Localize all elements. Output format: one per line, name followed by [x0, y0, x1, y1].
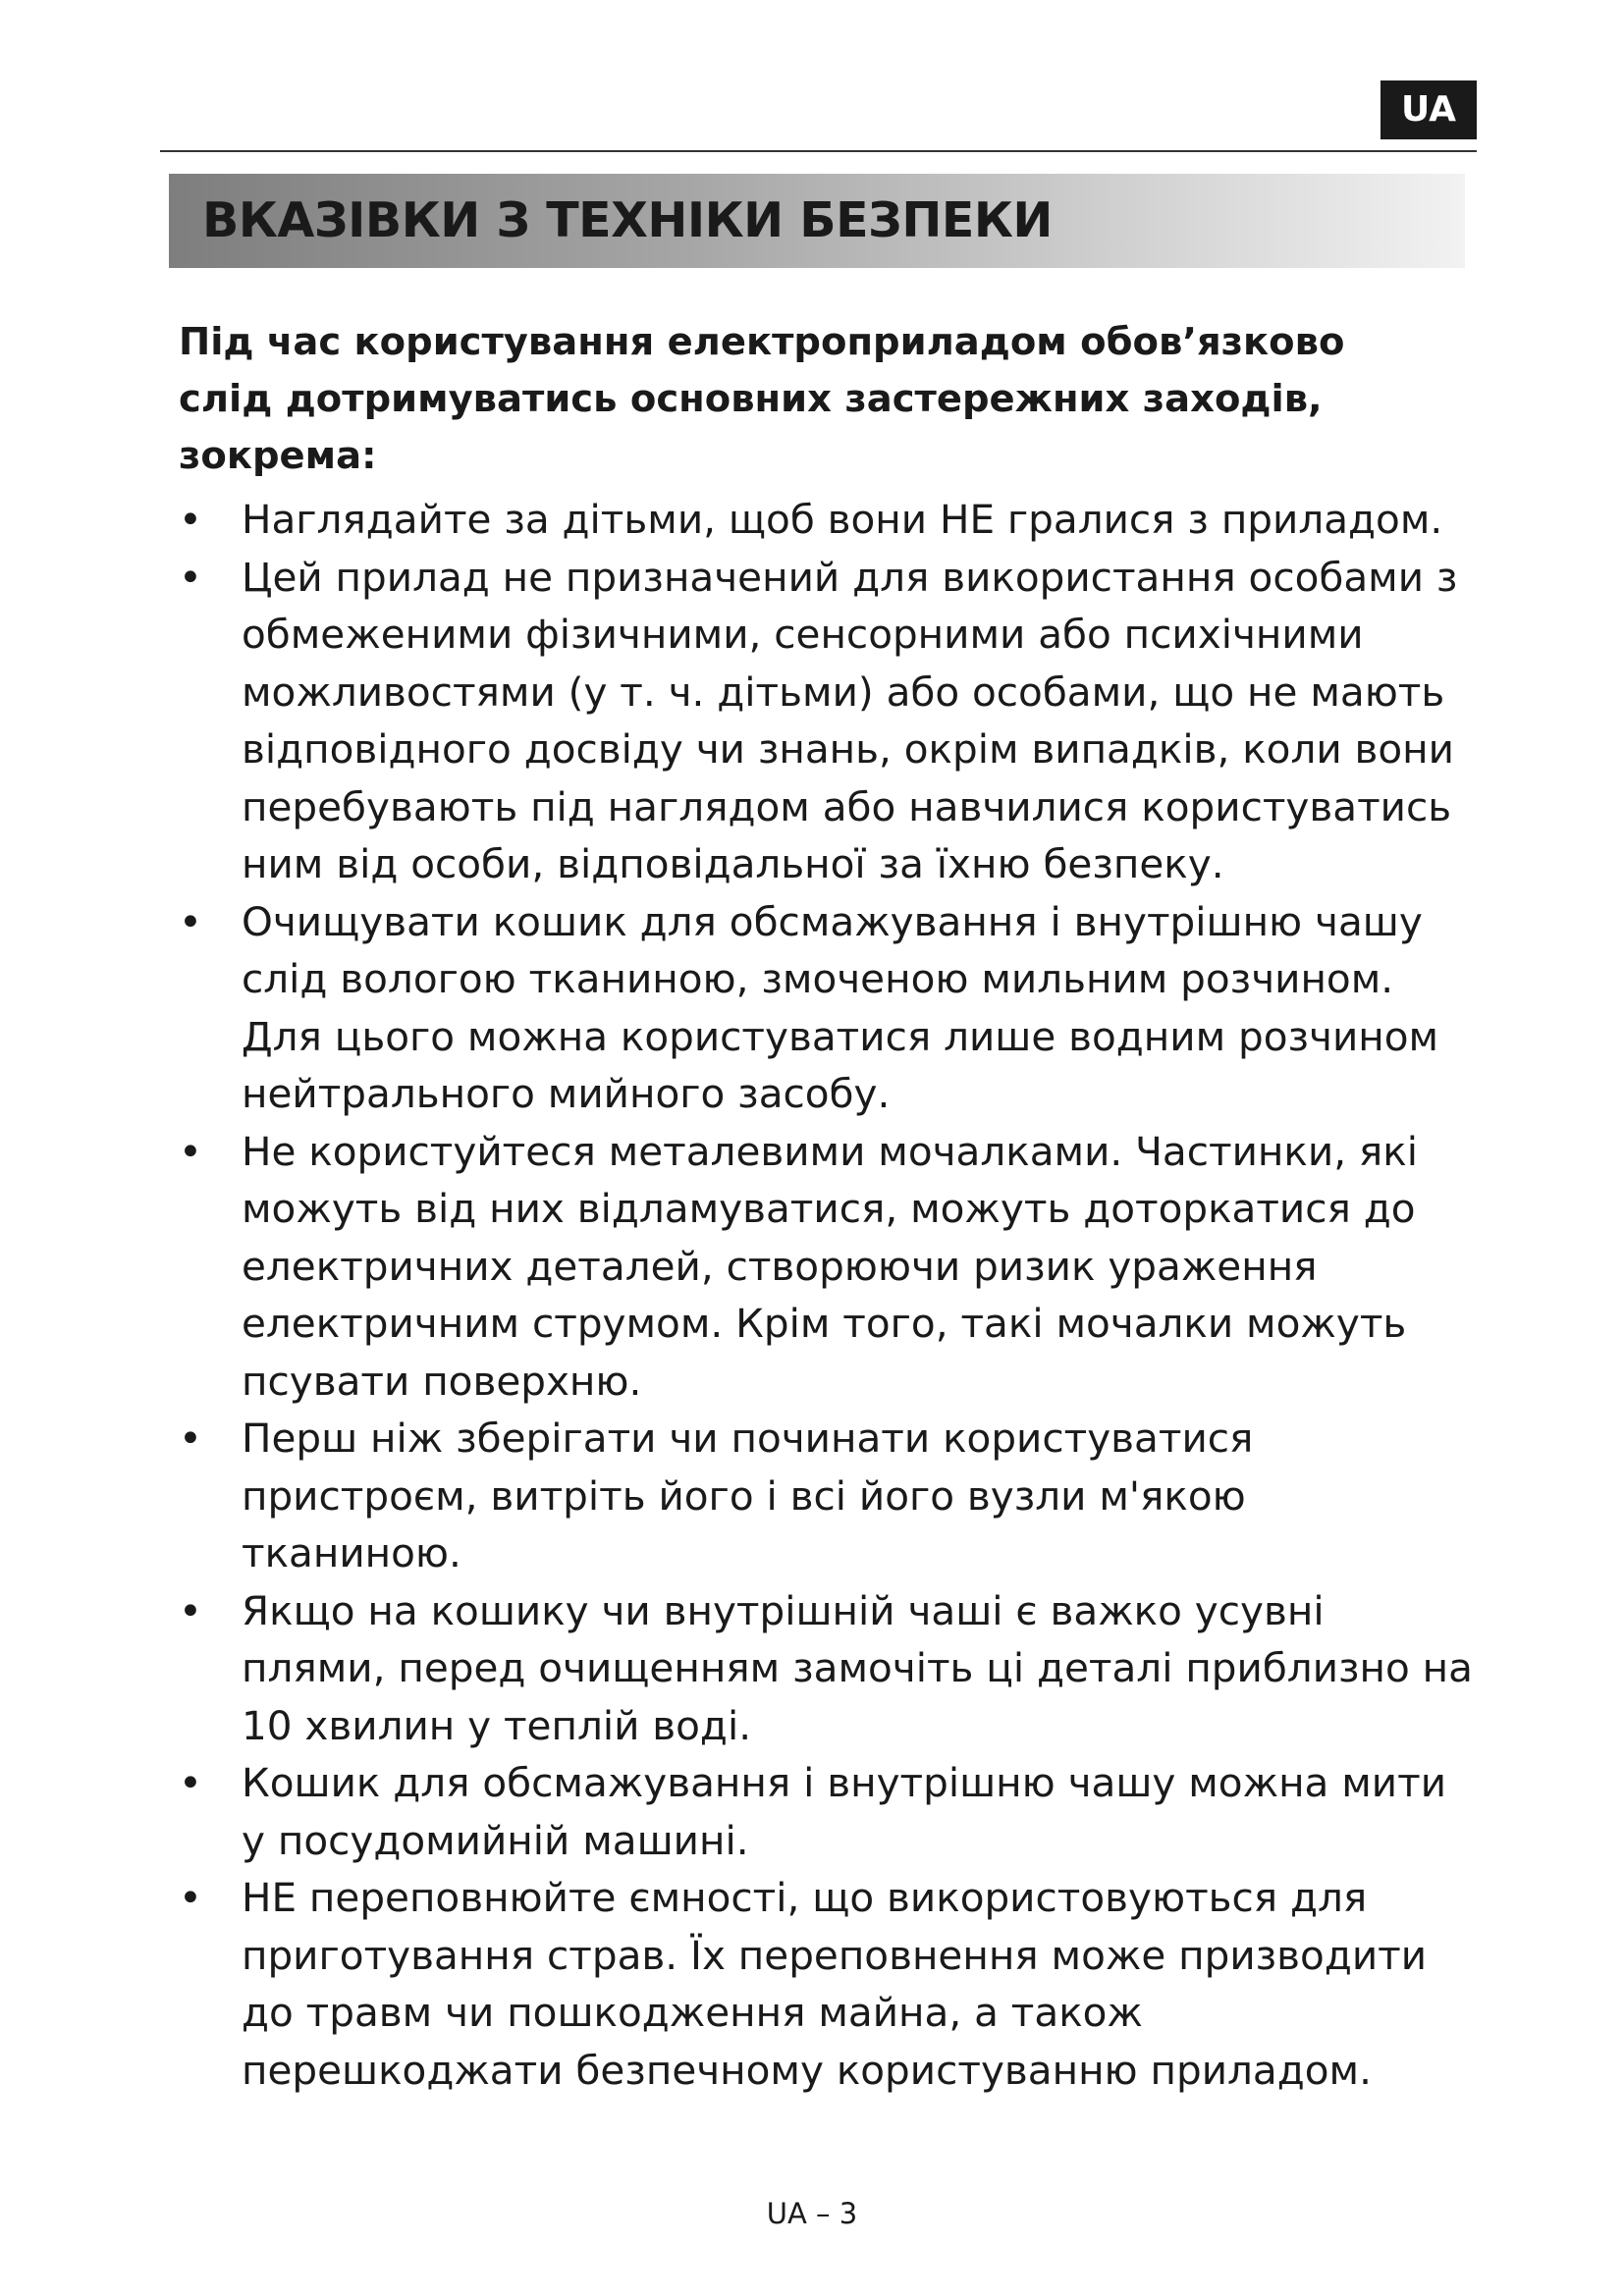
list-item-text: Якщо на кошику чи внутрішній чаші є важко усувні плями, перед очищенням замочіть ці деталі приблизно на 10 хвилин у теплій воді. [242, 1586, 1473, 1749]
bullet-icon: • [179, 553, 202, 601]
safety-instructions-list [179, 491, 1475, 2099]
bullet-icon: • [179, 496, 202, 543]
list-item-text: Кошик для обсмажування і внутрішню чашу можна мити у посудомийній машині. [242, 1759, 1447, 1864]
list-item [179, 1123, 1475, 1411]
list-item [179, 491, 1475, 549]
header-divider [160, 150, 1477, 152]
section-title-bar [169, 174, 1465, 268]
section-title: ВКАЗІВКИ З ТЕХНІКИ БЕЗПЕКИ [202, 192, 1053, 248]
list-item-text: НЕ переповнюйте ємності, що використовуються для приготування страв. Їх переповнення може призводити до травм чи пошкодження майна, а також перешкоджати безпечному користуванню приладом. [242, 1874, 1428, 2094]
bullet-icon: • [179, 1759, 202, 1806]
list-item [179, 549, 1475, 893]
page-number: UA – 3 [766, 2197, 858, 2230]
bullet-icon: • [179, 1415, 202, 1462]
list-item [179, 1410, 1475, 1582]
bullet-icon: • [179, 1127, 202, 1175]
language-badge: UA [1380, 80, 1477, 139]
bullet-icon: • [179, 897, 202, 945]
intro-paragraph: Під час користування електроприладом обов’язково слід дотримуватись основних застережних заходів, зокрема: [179, 320, 1345, 478]
list-item-text: Очищувати кошик для обсмажування і внутрішню чашу слід вологою тканиною, змоченою мильним розчином. Для цього можна користуватися лише водним розчином нейтрального мийного засобу. [242, 897, 1439, 1117]
bullet-icon: • [179, 1586, 202, 1634]
list-item [179, 1869, 1475, 2099]
bullet-icon: • [179, 1874, 202, 1921]
list-item [179, 1582, 1475, 1755]
list-item-text: Цей прилад не призначений для використання особами з обмеженими фізичними, сенсорними або психічними можливостями (у т. ч. дітьми) або особами, що не мають відповідного досвіду чи знань, окрім випадків, коли вони перебувають під наглядом або навчилися користуватись ним від особи, відповідальної за їхню безпеку. [242, 553, 1458, 887]
list-item-text: Наглядайте за дітьми, щоб вони НЕ гралися з приладом. [242, 496, 1443, 543]
list-item [179, 1754, 1475, 1869]
list-item-text: Перш ніж зберігати чи починати користуватися пристроєм, витріть його і всі його вузли м'якою тканиною. [242, 1415, 1254, 1576]
list-item-text: Не користуйтеся металевими мочалками. Частинки, які можуть від них відламуватися, можуть доторкатися до електричних деталей, створюючи ризик ураження електричним струмом. Крім того, такі мочалки можуть псувати поверхню. [242, 1127, 1419, 1405]
list-item [179, 893, 1475, 1123]
